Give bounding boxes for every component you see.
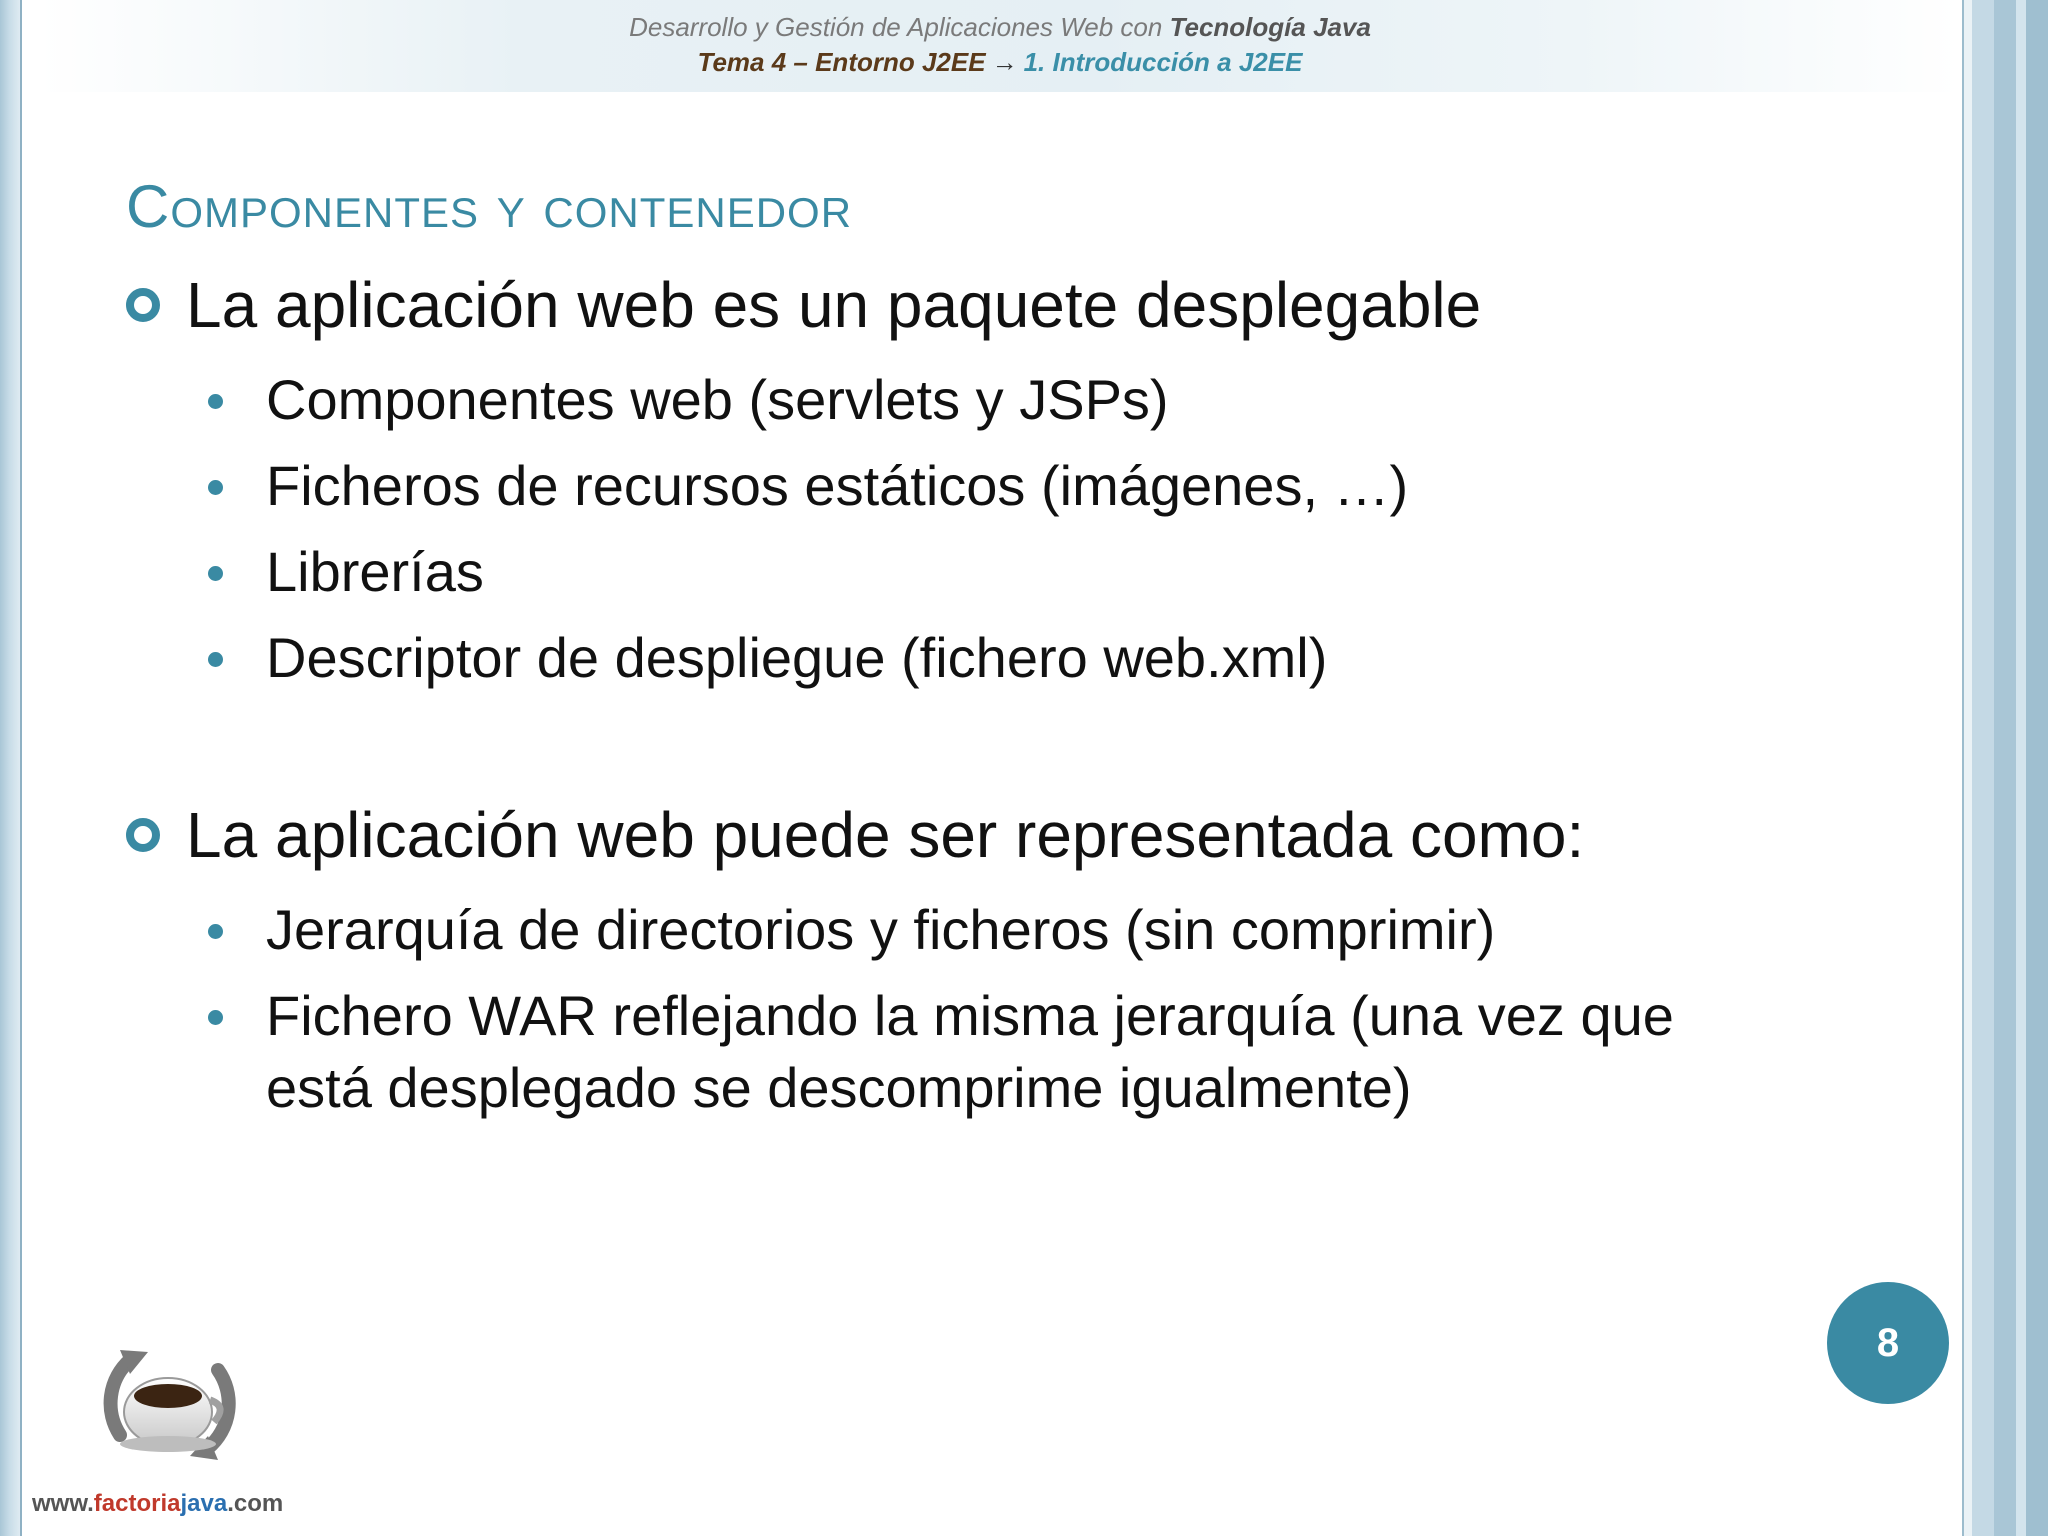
sub-bullet-item: [208, 450, 1408, 522]
sub-bullet-text: Componentes web (servlets y JSPs): [266, 368, 1169, 431]
dot-bullet-icon: [208, 566, 223, 581]
left-frame-border: [0, 0, 22, 1536]
sub-bullet-text: Fichero WAR reflejando la misma jerarquía (una vez que está desplegado se descomprime igualmente): [266, 984, 1674, 1119]
course-title-bold: Tecnología Java: [1169, 12, 1371, 42]
course-title: [40, 12, 1960, 43]
sub-bullet-item: [208, 622, 1327, 694]
sub-bullet-text: Librerías: [266, 540, 484, 603]
breadcrumb-topic: Tema 4 – Entorno J2EE: [697, 47, 986, 77]
sub-bullet-text: Ficheros de recursos estáticos (imágenes, …): [266, 454, 1409, 517]
dot-bullet-icon: [208, 924, 223, 939]
ring-bullet-icon: [126, 288, 160, 322]
right-frame-border: [1962, 0, 2048, 1536]
bullet-item: [126, 798, 1584, 872]
dot-bullet-icon: [208, 652, 223, 667]
dot-bullet-icon: [208, 1010, 223, 1025]
sub-bullet-item: [208, 894, 1495, 966]
slide-title: Componentes y contenedor: [126, 173, 853, 240]
url-java: java: [180, 1490, 228, 1517]
page-number-badge: 8: [1827, 1282, 1949, 1404]
dot-bullet-icon: [208, 394, 223, 409]
sub-bullet-text: Descriptor de despliegue (fichero web.xml): [266, 626, 1328, 689]
url-com: .com: [227, 1490, 284, 1517]
bullet-text: La aplicación web es un paquete desplegable: [186, 269, 1482, 341]
ring-bullet-icon: [126, 818, 160, 852]
sub-bullet-text: Jerarquía de directorios y ficheros (sin comprimir): [266, 898, 1496, 961]
arrow-right-icon: →: [991, 47, 1018, 77]
coffee-cup-logo-icon: [90, 1330, 250, 1480]
dot-bullet-icon: [208, 480, 223, 495]
breadcrumb: [40, 47, 1960, 78]
website-url: [32, 1490, 283, 1518]
url-factoria: factoria: [93, 1490, 181, 1517]
bullet-text: La aplicación web puede ser representada como:: [186, 799, 1585, 871]
sub-bullet-item: [208, 536, 484, 608]
bullet-item: [126, 268, 1481, 342]
slide-header: [40, 0, 1960, 92]
breadcrumb-section: 1. Introducción a J2EE: [1023, 47, 1303, 77]
course-title-prefix: Desarrollo y Gestión de Aplicaciones Web con: [629, 12, 1170, 42]
sub-bullet-item: [208, 364, 1169, 436]
sub-bullet-item: [208, 980, 1746, 1124]
url-www: www.: [32, 1490, 94, 1517]
